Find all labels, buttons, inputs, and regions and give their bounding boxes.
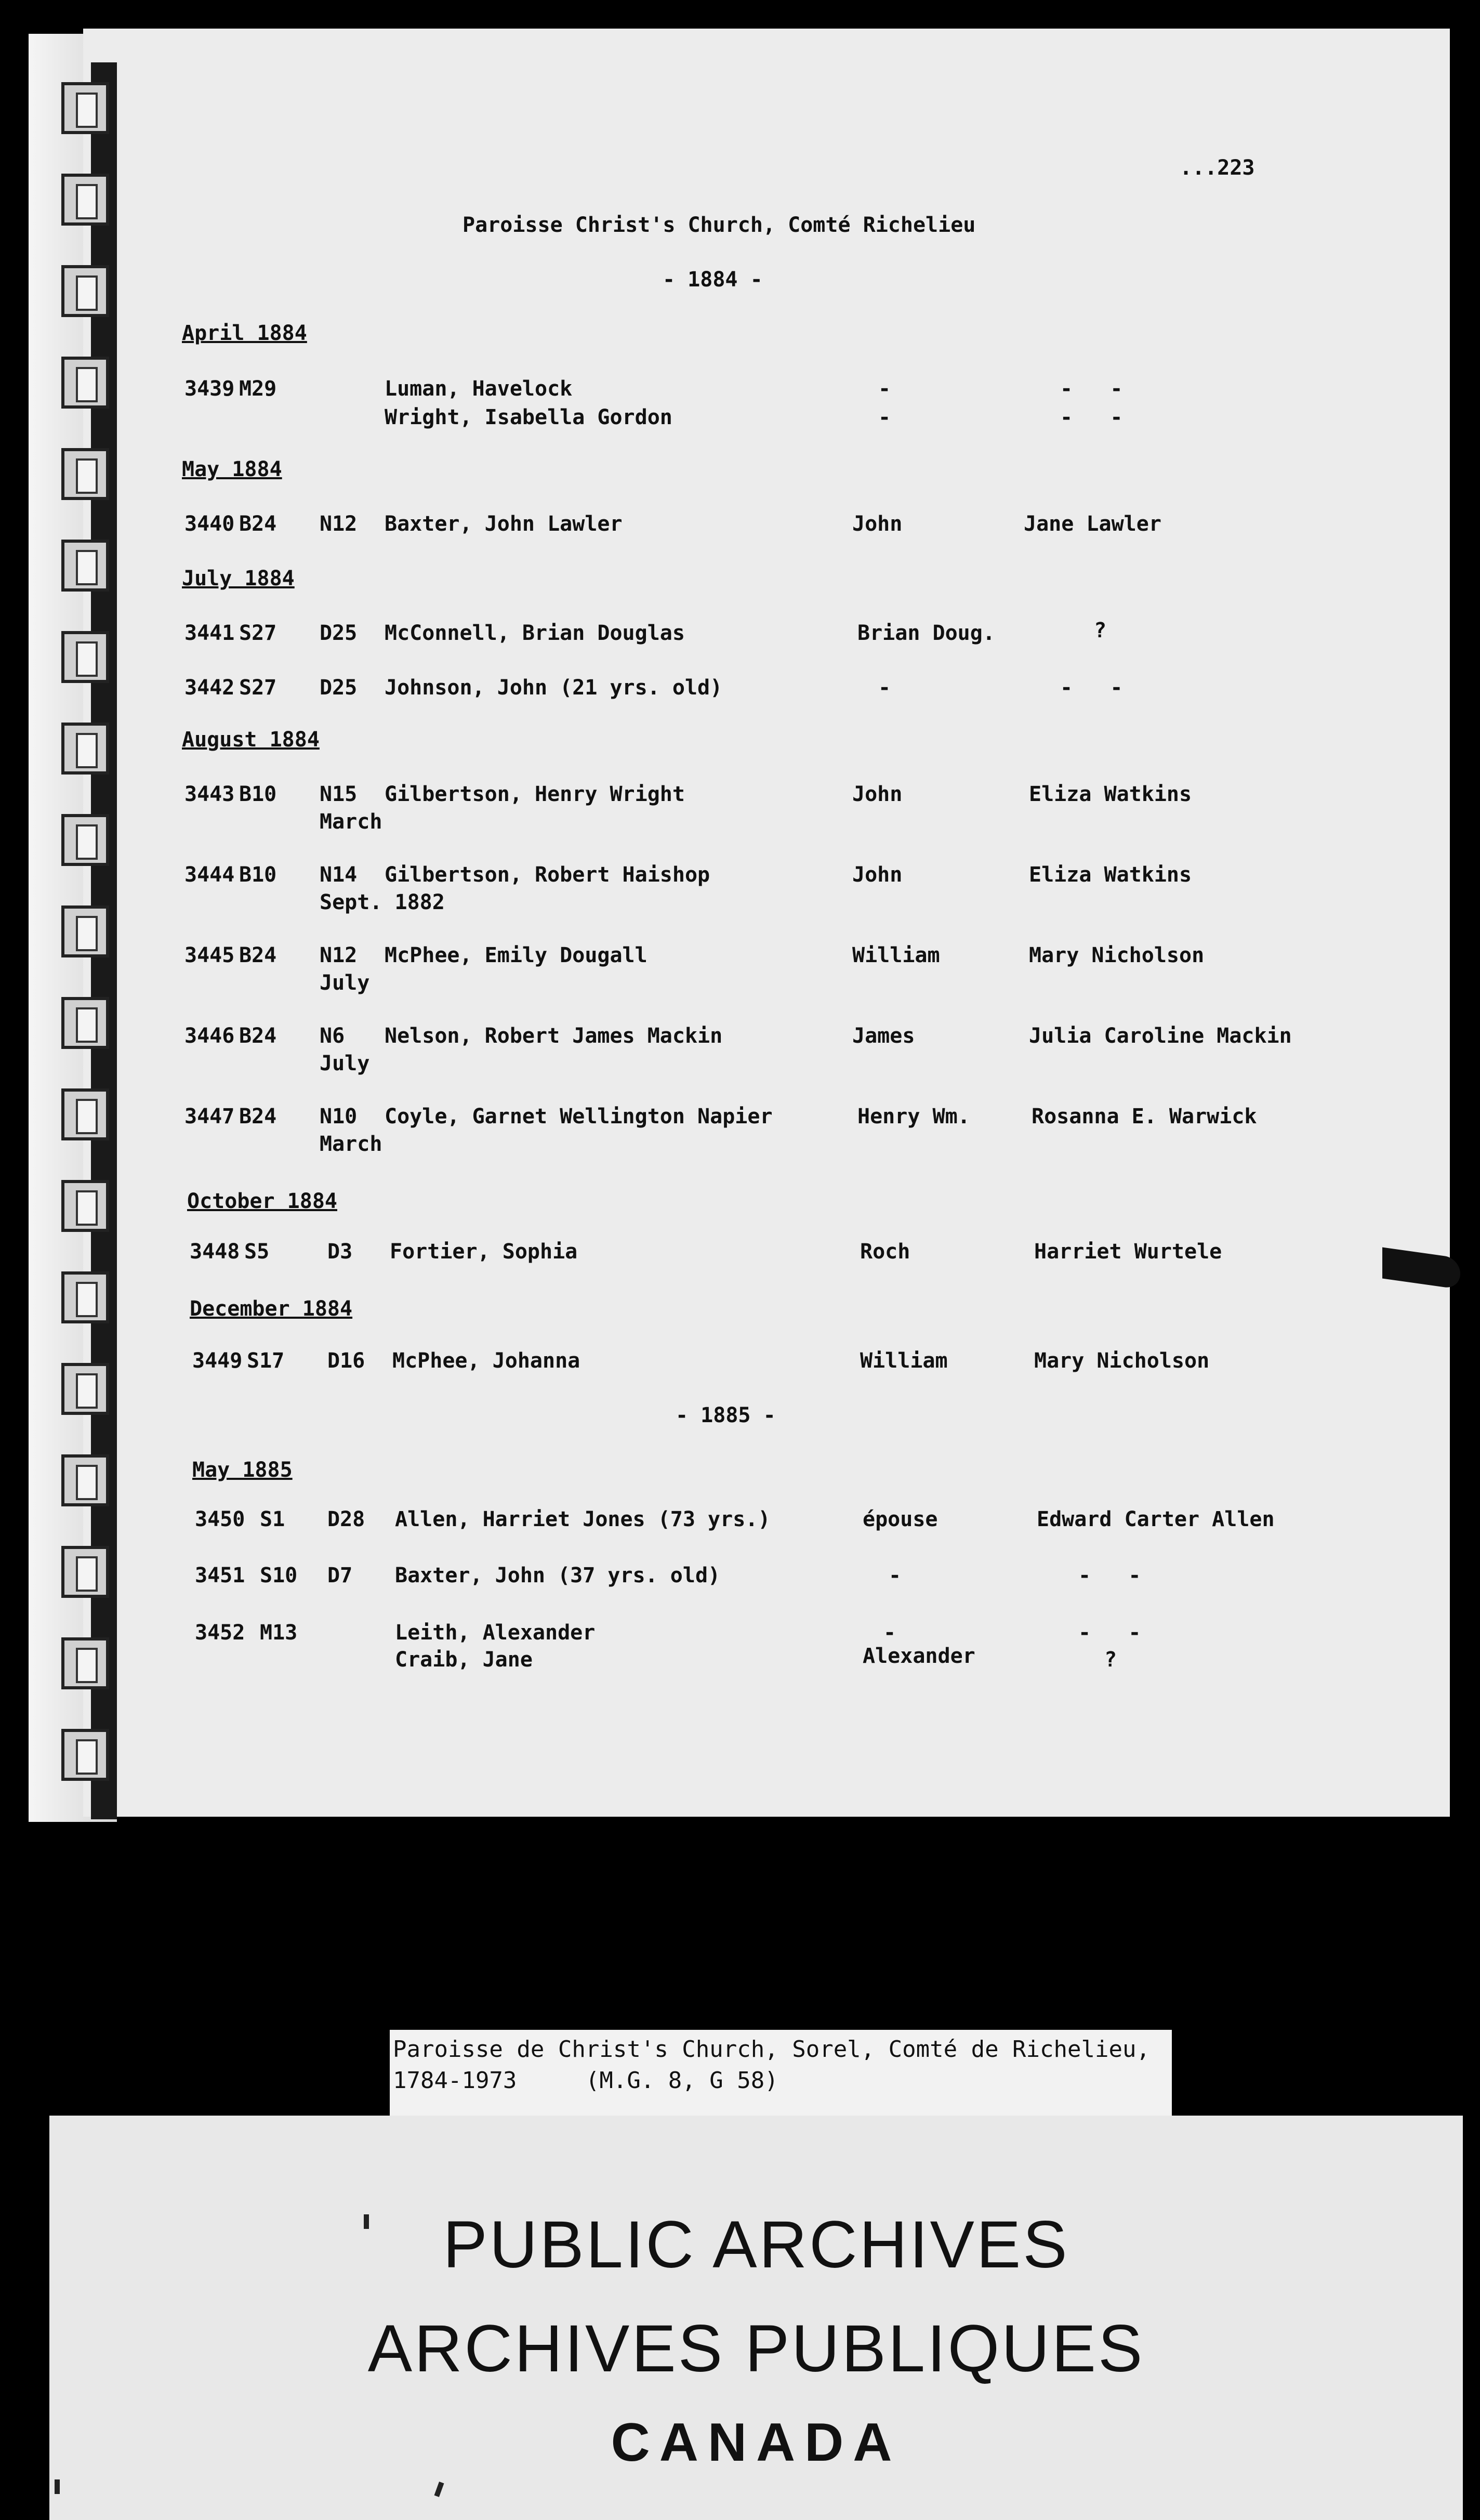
entry-number: 3445 bbox=[184, 943, 235, 967]
binding-ring bbox=[61, 905, 109, 957]
binding-ring bbox=[61, 82, 109, 134]
binding-ring bbox=[61, 1729, 109, 1781]
entry-mother: - - bbox=[1060, 676, 1123, 700]
entry-birth: D25 bbox=[320, 676, 358, 700]
entry-number: 3450 bbox=[195, 1507, 245, 1531]
entry-event: S27 bbox=[239, 621, 277, 645]
entry-number: 3439 bbox=[184, 377, 235, 401]
binding-ring bbox=[61, 997, 109, 1049]
film-mark bbox=[364, 2214, 369, 2229]
entry-father: - bbox=[883, 1621, 896, 1645]
binding-ring bbox=[61, 1088, 109, 1140]
entry-name: Baxter, John (37 yrs. old) bbox=[395, 1564, 721, 1587]
entry-event: M13 bbox=[260, 1621, 298, 1645]
archives-line-country: CANADA bbox=[611, 2412, 902, 2473]
entry-mother-spouse: - - bbox=[1060, 405, 1123, 429]
entry-number: 3443 bbox=[184, 782, 235, 806]
entry-mother: Rosanna E. Warwick bbox=[1032, 1105, 1257, 1128]
entry-father: John bbox=[852, 782, 903, 806]
film-mark bbox=[434, 2482, 444, 2497]
entry-mother-spouse: ? bbox=[1104, 1648, 1117, 1672]
entry-name: McPhee, Johanna bbox=[392, 1349, 580, 1373]
entry-number: 3446 bbox=[184, 1024, 235, 1048]
entry-birth-month: July bbox=[320, 971, 370, 995]
caption-line-1: Paroisse de Christ's Church, Sorel, Comté de Richelieu, bbox=[393, 2036, 1150, 2063]
archives-line-english: PUBLIC ARCHIVES bbox=[443, 2208, 1069, 2282]
year-heading-1884: - 1884 - bbox=[663, 268, 763, 292]
entry-birth-month: July bbox=[320, 1052, 370, 1075]
entry-father-spouse: Alexander bbox=[863, 1644, 975, 1668]
entry-name: Leith, Alexander bbox=[395, 1621, 596, 1645]
entry-mother: Mary Nicholson bbox=[1029, 943, 1205, 967]
entry-birth-month: March bbox=[320, 810, 382, 834]
entry-father: - bbox=[878, 377, 891, 401]
entry-father: - bbox=[878, 676, 891, 700]
entry-event: B24 bbox=[239, 1024, 277, 1048]
entry-name: Johnson, John (21 yrs. old) bbox=[385, 676, 723, 700]
caption-line-2: 1784-1973 (M.G. 8, G 58) bbox=[393, 2067, 778, 2094]
binding-ring bbox=[61, 1271, 109, 1323]
entry-mother: Mary Nicholson bbox=[1034, 1349, 1210, 1373]
entry-name-spouse: Wright, Isabella Gordon bbox=[385, 405, 672, 429]
entry-father: William bbox=[852, 943, 940, 967]
entry-number: 3447 bbox=[184, 1105, 235, 1128]
entry-father: Henry Wm. bbox=[857, 1105, 970, 1128]
entry-father: épouse bbox=[863, 1507, 938, 1531]
entry-number: 3452 bbox=[195, 1621, 245, 1645]
entry-event: B24 bbox=[239, 943, 277, 967]
entry-name: Baxter, John Lawler bbox=[385, 512, 623, 536]
entry-mother: Edward Carter Allen bbox=[1037, 1507, 1275, 1531]
entry-birth: D16 bbox=[327, 1349, 365, 1373]
entry-father: Roch bbox=[860, 1240, 910, 1264]
entry-birth: D25 bbox=[320, 621, 358, 645]
binding-ring bbox=[61, 357, 109, 409]
binding-ring bbox=[61, 1363, 109, 1415]
entry-name: McPhee, Emily Dougall bbox=[385, 943, 648, 967]
entry-event: M29 bbox=[239, 377, 277, 401]
binding-ring bbox=[61, 814, 109, 866]
month-heading: May 1884 bbox=[182, 457, 282, 481]
entry-birth: N12 bbox=[320, 943, 358, 967]
archives-card bbox=[49, 2116, 1463, 2520]
entry-father: William bbox=[860, 1349, 948, 1373]
entry-birth-month: March bbox=[320, 1132, 382, 1156]
entry-number: 3448 bbox=[190, 1240, 240, 1264]
entry-father-spouse: - bbox=[878, 405, 891, 429]
entry-mother: - - bbox=[1060, 377, 1123, 401]
year-heading-1885: - 1885 - bbox=[676, 1403, 776, 1427]
entry-mother: Jane Lawler bbox=[1024, 512, 1161, 536]
binding-ring bbox=[61, 448, 109, 500]
entry-number: 3442 bbox=[184, 676, 235, 700]
film-mark bbox=[55, 2479, 60, 2494]
entry-event: B24 bbox=[239, 1105, 277, 1128]
entry-father: James bbox=[852, 1024, 915, 1048]
entry-father: John bbox=[852, 512, 903, 536]
entry-number: 3440 bbox=[184, 512, 235, 536]
entry-birth: N15 bbox=[320, 782, 358, 806]
microfilm-caption bbox=[390, 2030, 1172, 2123]
month-heading: April 1884 bbox=[182, 321, 307, 345]
month-heading: July 1884 bbox=[182, 567, 295, 590]
entry-name: Gilbertson, Robert Haishop bbox=[385, 863, 710, 887]
entry-name: Nelson, Robert James Mackin bbox=[385, 1024, 723, 1048]
entry-name-spouse: Craib, Jane bbox=[395, 1648, 533, 1672]
entry-mother: Julia Caroline Mackin bbox=[1029, 1024, 1292, 1048]
entry-event: S10 bbox=[260, 1564, 298, 1587]
entry-number: 3441 bbox=[184, 621, 235, 645]
binding-ring bbox=[61, 1637, 109, 1689]
entry-mother: ? bbox=[1094, 619, 1107, 642]
entry-event: S27 bbox=[239, 676, 277, 700]
entry-event: S5 bbox=[244, 1240, 270, 1264]
entry-name: Coyle, Garnet Wellington Napier bbox=[385, 1105, 773, 1128]
entry-birth: N14 bbox=[320, 863, 358, 887]
register-page bbox=[83, 29, 1450, 1817]
binding-ring bbox=[61, 1454, 109, 1506]
entry-event: B10 bbox=[239, 863, 277, 887]
binding-ring bbox=[61, 540, 109, 592]
binding-ring bbox=[61, 723, 109, 775]
month-heading: October 1884 bbox=[187, 1189, 337, 1213]
entry-birth: N12 bbox=[320, 512, 358, 536]
entry-number: 3444 bbox=[184, 863, 235, 887]
entry-mother: Harriet Wurtele bbox=[1034, 1240, 1222, 1264]
binding-ring bbox=[61, 1546, 109, 1598]
entry-name: Allen, Harriet Jones (73 yrs.) bbox=[395, 1507, 771, 1531]
month-heading: December 1884 bbox=[190, 1297, 353, 1321]
binding-ring bbox=[61, 265, 109, 317]
entry-name: Gilbertson, Henry Wright bbox=[385, 782, 685, 806]
entry-event: S1 bbox=[260, 1507, 285, 1531]
entry-father: Brian Doug. bbox=[857, 621, 995, 645]
entry-event: S17 bbox=[247, 1349, 285, 1373]
entry-birth-month: Sept. 1882 bbox=[320, 890, 445, 914]
binding-ring bbox=[61, 174, 109, 226]
entry-name: Fortier, Sophia bbox=[390, 1240, 578, 1264]
entry-birth: D7 bbox=[327, 1564, 353, 1587]
entry-father: John bbox=[852, 863, 903, 887]
entry-event: B10 bbox=[239, 782, 277, 806]
page-number: ...223 bbox=[1180, 156, 1255, 180]
entry-birth: N10 bbox=[320, 1105, 358, 1128]
entry-name: McConnell, Brian Douglas bbox=[385, 621, 685, 645]
page-title: Paroisse Christ's Church, Comté Richelieu bbox=[462, 213, 976, 237]
month-heading: August 1884 bbox=[182, 728, 320, 752]
entry-father: - bbox=[889, 1564, 902, 1587]
binding-ring bbox=[61, 631, 109, 683]
entry-event: B24 bbox=[239, 512, 277, 536]
entry-mother: Eliza Watkins bbox=[1029, 782, 1192, 806]
entry-birth: N6 bbox=[320, 1024, 345, 1048]
entry-mother: - - bbox=[1078, 1621, 1141, 1645]
entry-birth: D28 bbox=[327, 1507, 365, 1531]
month-heading: May 1885 bbox=[192, 1458, 293, 1482]
entry-mother: - - bbox=[1078, 1564, 1141, 1587]
archives-line-french: ARCHIVES PUBLIQUES bbox=[367, 2312, 1145, 2386]
entry-mother: Eliza Watkins bbox=[1029, 863, 1192, 887]
entry-number: 3451 bbox=[195, 1564, 245, 1587]
binding-ring bbox=[61, 1180, 109, 1232]
entry-name: Luman, Havelock bbox=[385, 377, 573, 401]
entry-birth: D3 bbox=[327, 1240, 353, 1264]
entry-number: 3449 bbox=[192, 1349, 243, 1373]
